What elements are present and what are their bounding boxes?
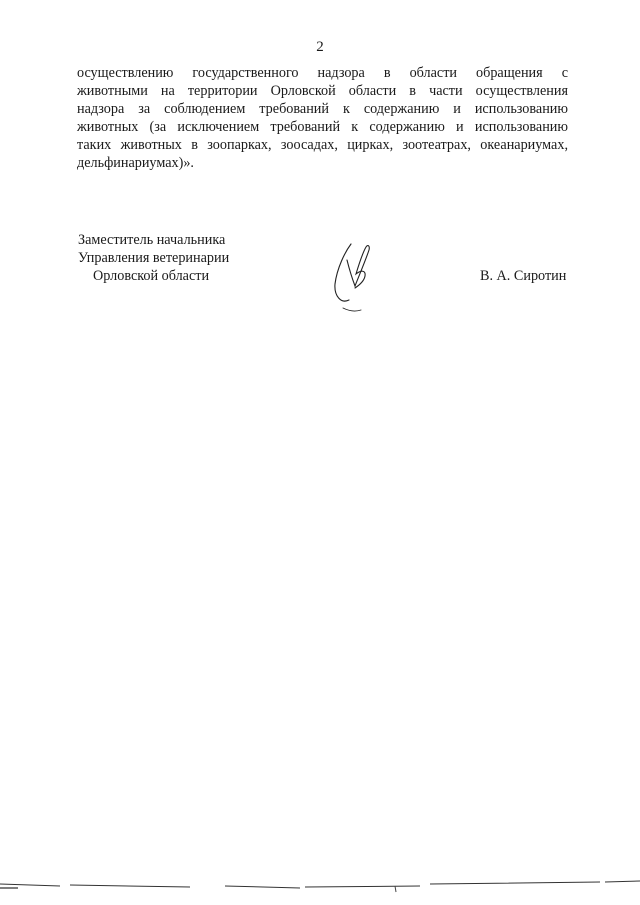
body-line: осуществлению государственного надзора в области обращения с: [77, 65, 568, 81]
body-line: таких животных в зоопарках, зоосадах, цирках, зоотеатрах, океанариумах,: [77, 137, 568, 153]
signer-name: В. А. Сиротин: [480, 268, 567, 284]
page-number: 2: [316, 39, 324, 55]
handwritten-signature: [325, 238, 385, 318]
scan-edge-line: [0, 872, 640, 902]
body-line: животных (за исключением требований к содержанию и использованию: [77, 119, 568, 135]
body-paragraph: [77, 64, 568, 172]
position-line: Орловской области: [93, 268, 210, 284]
body-line: надзора за соблюдением требований к содержанию и использованию: [77, 101, 568, 117]
signer-position: [78, 231, 229, 285]
position-line: Заместитель начальника: [78, 232, 226, 248]
body-line: животными на территории Орловской области в части осуществления: [77, 83, 568, 99]
position-line: Управления ветеринарии: [78, 250, 230, 266]
body-line: дельфинариумах)».: [77, 155, 194, 171]
